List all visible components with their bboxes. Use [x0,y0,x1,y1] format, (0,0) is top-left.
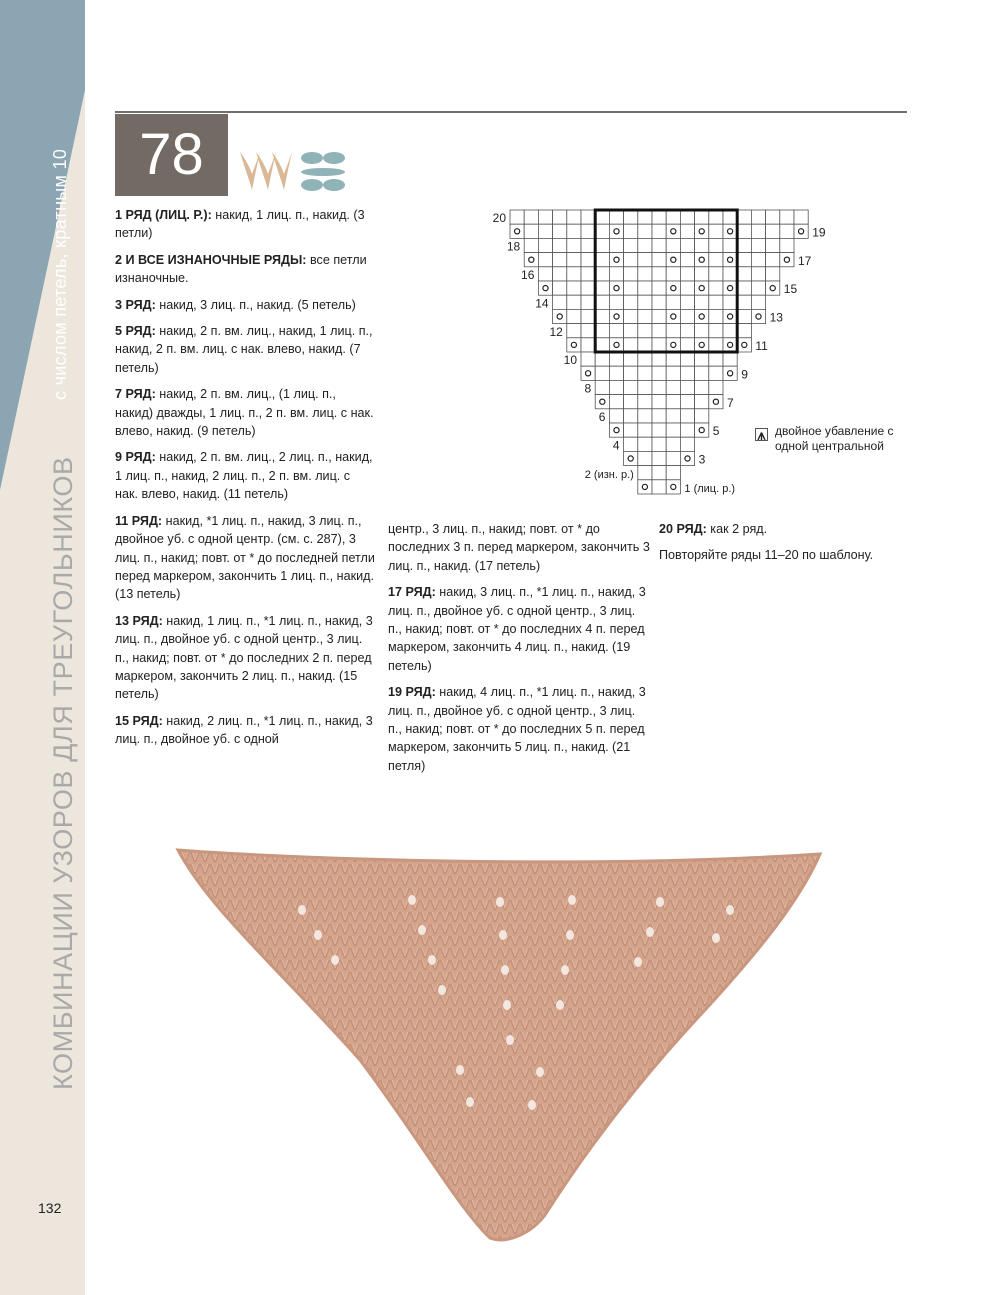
chart-cell [595,380,609,394]
chart-cell [609,409,623,423]
chart-cell [609,423,623,437]
instructions-column-3 [659,520,909,573]
chart-cell [680,309,694,323]
chart-cell [666,423,680,437]
chart-row-label: 5 [712,424,720,439]
chart-cell [695,366,709,380]
legend-text: двойное убавление с одной центральной [775,424,894,453]
chart-cell [666,480,680,494]
page-number: 132 [38,1200,62,1216]
chart-row-label: 7 [727,395,734,410]
chart-cell [766,267,780,281]
chart-cell [723,324,737,338]
chart-row-label: 10 [563,353,577,368]
chart-cell [723,366,737,380]
chart-cell [524,253,538,267]
chart-cell [567,309,581,323]
chart-cell [695,409,709,423]
chart-cell [652,423,666,437]
chart-cell [723,267,737,281]
chart-cell [680,324,694,338]
chart-cell [553,281,567,295]
chart-cell [609,380,623,394]
sidebar [0,0,85,1295]
chart-cell [680,210,694,224]
chart-cell [680,352,694,366]
chart-cell [666,309,680,323]
chart-cell [538,210,552,224]
chart-cell [737,309,751,323]
chart-cell [609,352,623,366]
sidebar-corner-shape [0,0,85,500]
chart-cell [652,224,666,238]
chart-cell [695,238,709,252]
chart-cell [524,238,538,252]
sidebar-main-title: КОМБИНАЦИИ УЗОРОВ ДЛЯ ТРЕУГОЛЬНИКОВ [48,456,78,1090]
chart-cell [609,267,623,281]
chart-cell [624,366,638,380]
chart-cell [680,366,694,380]
chart-cell [538,253,552,267]
row-15-instruction: 15 РЯД: накид, 2 лиц. п., *1 лиц. п., накид, 3 лиц. п., двойное уб. с одной [115,713,373,747]
chart-cell [595,267,609,281]
chart-cell [709,238,723,252]
chart-cell [609,395,623,409]
yarn-icons [238,150,358,199]
chart-cell [524,224,538,238]
chart-cell [553,238,567,252]
chart-cell [595,238,609,252]
chart-cell [624,352,638,366]
chart-cell [553,295,567,309]
chart-cell [695,423,709,437]
chart-cell [709,224,723,238]
row-19-instruction: 19 РЯД: накид, 4 лиц. п., *1 лиц. п., накид, 3 лиц. п., двойное уб. с одной центр., 3 лиц. п., накид; повт. от * до последних 5 п. перед маркером, закончить 5 лиц. п., накид. (21 петля) [388,685,646,773]
chart-cell [695,267,709,281]
chart-cell [709,267,723,281]
chart-cell [680,295,694,309]
chart-row-label: 20 [492,211,506,226]
chart-cell [709,338,723,352]
chart-cell [680,451,694,465]
chart-cell [666,281,680,295]
chart-cell [723,253,737,267]
chart-cell [538,267,552,281]
chart-row-label: 17 [798,253,812,268]
chart-cell [723,210,737,224]
chart-cell [538,281,552,295]
row-20-instruction: 20 РЯД: как 2 ряд. [659,522,768,536]
chart-cell [652,338,666,352]
chart-cell [652,267,666,281]
chart-cell [624,281,638,295]
chart-cell [638,309,652,323]
chart-row-label: 6 [598,410,606,424]
chart-cell [680,380,694,394]
chart-cell [624,423,638,437]
chart-cell [638,466,652,480]
chart-cell [709,395,723,409]
chart-cell [624,395,638,409]
chart-cell [680,437,694,451]
chart-cell [737,281,751,295]
chart-cell [609,309,623,323]
chart-cell [638,210,652,224]
instructions-column-1 [115,206,375,757]
chart-cell [609,338,623,352]
chart-cell [609,324,623,338]
chart-cell [680,238,694,252]
chart-cell [666,352,680,366]
chart-cell [567,281,581,295]
chart-cell [652,253,666,267]
chart-cell [723,224,737,238]
chart-cell [709,380,723,394]
header-rule [115,111,907,113]
chart-cell [652,366,666,380]
row-2-instruction: 2 И ВСЕ ИЗНАНОЧНЫЕ РЯДЫ: все петли изнаночные. [115,252,367,286]
chart-cell [595,210,609,224]
chart-cell [638,380,652,394]
chart-cell [737,295,751,309]
chart-cell [624,238,638,252]
chart-cell [624,409,638,423]
chart-cell [709,309,723,323]
chart-cell [595,338,609,352]
chart-cell [794,224,808,238]
chart-cell [766,281,780,295]
chart-cell [553,253,567,267]
chart-cell [581,295,595,309]
chart-cell [751,253,765,267]
chart-cell [595,281,609,295]
chart-cell [638,409,652,423]
chart-cell [751,238,765,252]
chart-cell [638,324,652,338]
chart-cell [766,238,780,252]
chart-cell [780,210,794,224]
chart-cell [609,224,623,238]
chart-cell [666,466,680,480]
chart-cell [695,380,709,394]
row-11-instruction: 11 РЯД: накид, *1 лиц. п., накид, 3 лиц. п., двойное уб. с одной центр. (см. с. 287), 3 лиц. п., накид; повт. от * до последней петли перед маркером, закончить 1 лиц. п., накид. (13 петель) [115,513,375,602]
chart-cell [609,253,623,267]
chart-cell [538,224,552,238]
chart-cell [680,338,694,352]
chart-cell [751,295,765,309]
chart-cell [553,309,567,323]
chart-cell [638,224,652,238]
chart-cell [638,267,652,281]
chart-cell [624,324,638,338]
chart-cell [794,210,808,224]
chart-cell [638,281,652,295]
chart-cell [680,224,694,238]
chart-cell [638,395,652,409]
chart-cell [780,238,794,252]
chart-cell [695,352,709,366]
chart-cell [510,224,524,238]
chart-cell [567,324,581,338]
chart-row-label: 14 [535,296,549,311]
chart-cell [780,224,794,238]
chart-cell [567,267,581,281]
chart-cell [666,395,680,409]
chart-cell [737,238,751,252]
chart-cell [567,210,581,224]
chart-cell [652,437,666,451]
chart-cell [751,224,765,238]
chart-cell [751,210,765,224]
repeat-note: Повторяйте ряды 11–20 по шаблону. [659,548,874,563]
chart-cell [567,253,581,267]
chart-cell [581,210,595,224]
chart-cell [609,210,623,224]
chart-cell [624,380,638,394]
chart-cell [581,366,595,380]
chart-row-label: 12 [549,324,563,339]
chart-row-1-label: 1 (лиц. р.) [684,483,736,495]
chart-cell [695,253,709,267]
chart-row-2-label: 2 (изн. р.) [584,468,634,481]
chart-cell [680,253,694,267]
chart-cell [680,395,694,409]
chart-cell [766,210,780,224]
chart-cell [751,309,765,323]
chart-row-label: 11 [755,339,768,353]
chart-cell [652,309,666,323]
chart-cell [723,281,737,295]
chart-cell [609,295,623,309]
chart-cell [709,281,723,295]
chart-cell [638,451,652,465]
chart-cell [723,309,737,323]
chart-row-label: 18 [506,239,521,254]
chart-cell [524,210,538,224]
chart-cell [709,253,723,267]
chart-cell [652,324,666,338]
chart-cell [737,224,751,238]
chart-cell [666,437,680,451]
chart-cell [581,338,595,352]
chart-cell [666,224,680,238]
chart-cell [567,238,581,252]
chart-cell [553,224,567,238]
chart-cell [638,338,652,352]
double-decrease-icon [755,428,768,441]
chart-cell [638,437,652,451]
chart-cell [680,423,694,437]
chart-cell [695,224,709,238]
chart-cell [624,309,638,323]
chart-cell [652,451,666,465]
chart-cell [638,366,652,380]
chart-cell [695,395,709,409]
chart-row-label: 19 [812,225,826,240]
row-17-instruction: 17 РЯД: накид, 3 лиц. п., *1 лиц. п., накид, 3 лиц. п., двойное уб. с одной центр., 3 лиц. п., накид; повт. от * до последних 4 п. перед маркером, закончить 4 лиц. п., накид. (19 петель) [388,585,646,673]
chart-cell [737,210,751,224]
chart-cell [709,352,723,366]
chart-cell [766,224,780,238]
chart-cell [723,338,737,352]
row-13-instruction: 13 РЯД: накид, 1 лиц. п., *1 лиц. п., накид, 3 лиц. п., двойное уб. с одной центр., 3 лиц. п., накид; повт. от * до последних 2 п. перед маркером, закончить 2 лиц. п., накид. (15 петель) [115,613,373,702]
chart-cell [666,338,680,352]
chart-cell [581,253,595,267]
chart-cell [624,295,638,309]
chart-cell [581,224,595,238]
chart-cell [666,253,680,267]
chart-cell [624,253,638,267]
chart-cell [581,281,595,295]
chart-cell [553,267,567,281]
chart-cell [652,352,666,366]
chart-cell [595,395,609,409]
chart-cell [652,409,666,423]
chart-cell [666,324,680,338]
chart-cell [624,267,638,281]
chart-cell [581,324,595,338]
chart-cell [695,338,709,352]
chart-cell [638,295,652,309]
chart-cell [595,366,609,380]
chart-cell [709,366,723,380]
chart-row-label: 9 [741,367,748,382]
chart-cell [666,409,680,423]
chart-cell [638,423,652,437]
chart-cell [723,238,737,252]
pattern-number: 78 [115,114,228,196]
chart-cell [624,451,638,465]
chart-cell [666,451,680,465]
chart-cell [595,253,609,267]
chart-cell [595,352,609,366]
chart-cell [638,352,652,366]
instructions-column-2 [388,520,650,783]
chart-cell [624,224,638,238]
chart-cell [737,267,751,281]
chart-cell [652,480,666,494]
chart-cell [709,295,723,309]
chart-cell [695,309,709,323]
knitted-triangle-swatch-image [160,840,840,1280]
chart-cell [666,267,680,281]
chart-cell [581,238,595,252]
chart-cell [680,281,694,295]
chart-cell [680,409,694,423]
chart-cell [609,281,623,295]
chart-cell [638,253,652,267]
chart-cell [581,267,595,281]
row-3-instruction: 3 РЯД: накид, 3 лиц. п., накид. (5 петель) [115,297,356,312]
knitting-chart [470,200,830,500]
chart-cell [652,238,666,252]
sidebar-subtitle: с числом петель, кратным 10 [50,148,70,400]
chart-cell [567,295,581,309]
chart-cell [709,210,723,224]
row-9-instruction: 9 РЯД: накид, 2 п. вм. лиц., 2 лиц. п., накид, 1 лиц. п., накид, 2 лиц. п., 2 п. вм. лиц. с нак. влево, накид. (11 петель) [115,450,373,502]
chart-cell [638,238,652,252]
chart-cell [638,480,652,494]
chart-cell [666,238,680,252]
chart-cell [737,253,751,267]
chart-cell [567,338,581,352]
chart-cell [723,295,737,309]
chart-cell [695,281,709,295]
chart-cell [581,309,595,323]
row-1-instruction: 1 РЯД (ЛИЦ. Р.): накид, 1 лиц. п., накид. (3 петли) [115,208,365,241]
chart-cell [695,210,709,224]
chart-cell [666,366,680,380]
chart-cell [666,210,680,224]
chart-cell [737,324,751,338]
chart-cell [609,366,623,380]
beige-stitch-icon [240,152,292,190]
chart-cell [595,224,609,238]
chart-cell [652,295,666,309]
chart-cell [751,281,765,295]
chart-cell [652,281,666,295]
chart-cell [595,295,609,309]
chart-cell [751,267,765,281]
chart-cell [510,210,524,224]
chart-row-label: 16 [521,268,535,282]
chart-cell [652,210,666,224]
chart-cell [609,238,623,252]
row-7-instruction: 7 РЯД: накид, 2 п. вм. лиц., (1 лиц. п., накид) дважды, 1 лиц. п., 2 п. вм. лиц. с нак. влево, накид. (9 петель) [115,387,374,439]
chart-cell [766,253,780,267]
chart-row-label: 8 [584,381,592,396]
chart-row-label: 15 [783,282,798,297]
chart-cell [737,338,751,352]
chart-cell [624,210,638,224]
chart-row-label: 3 [698,452,706,467]
chart-cell [695,295,709,309]
chart-cell [652,395,666,409]
chart-cell [553,210,567,224]
chart-cell [538,238,552,252]
blue-stitch-icon [301,152,345,191]
chart-cell [680,267,694,281]
chart-cell [567,224,581,238]
chart-cell [695,324,709,338]
chart-cell [723,352,737,366]
chart-cell [780,253,794,267]
chart-row-label: 13 [769,310,783,325]
chart-row-label: 4 [612,438,620,453]
chart-cell [624,437,638,451]
chart-cell [652,380,666,394]
chart-cell [709,324,723,338]
chart-cell [595,324,609,338]
chart-cell [652,466,666,480]
chart-cell [624,338,638,352]
chart-cell [581,352,595,366]
chart-cell [666,380,680,394]
row-15-continued: центр., 3 лиц. п., накид; повт. от * до последних 3 п. перед маркером, закончить 3 лиц. п., накид. (17 петель) [388,522,650,573]
chart-cell [595,309,609,323]
row-5-instruction: 5 РЯД: накид, 2 п. вм. лиц., накид, 1 лиц. п., накид, 2 п. вм. лиц. с нак. влево, накид. (7 петель) [115,324,373,375]
chart-cell [666,295,680,309]
